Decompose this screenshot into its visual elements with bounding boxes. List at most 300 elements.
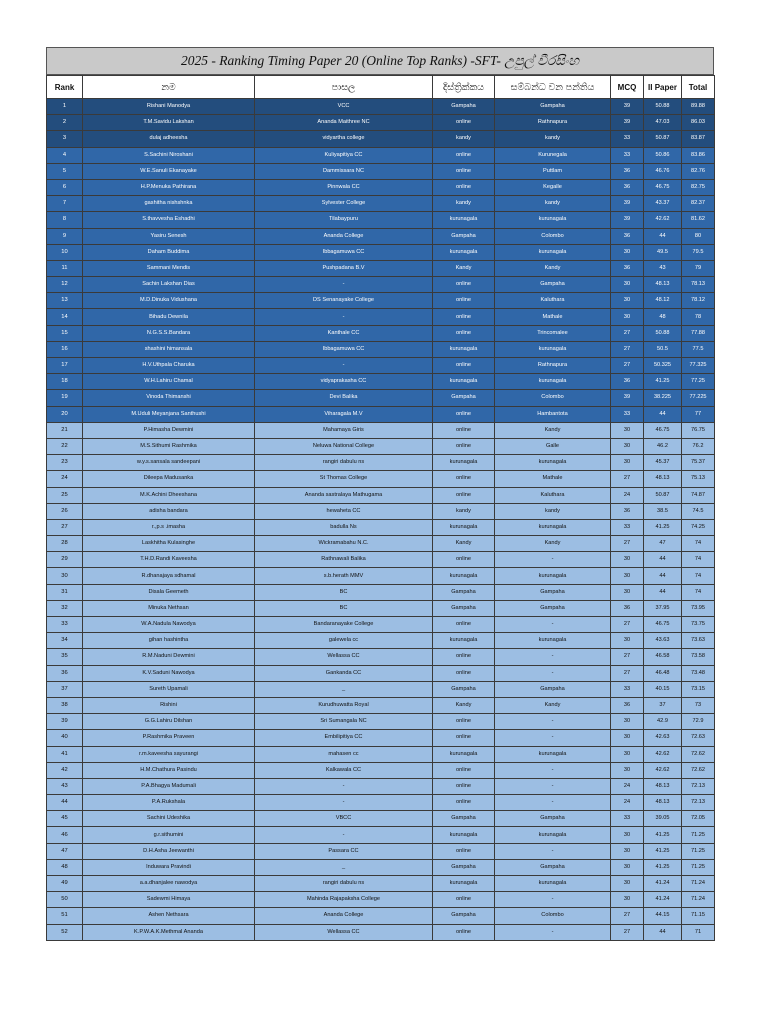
cell-paper2: 45.37 <box>644 455 682 471</box>
cell-name: H.V.Uthpala Charuka <box>83 358 255 374</box>
cell-total: 76.2 <box>682 438 715 454</box>
cell-mcq: 27 <box>611 536 644 552</box>
cell-district: kurunagala <box>433 827 495 843</box>
cell-total: 73.15 <box>682 681 715 697</box>
cell-name: Minuka Nethsan <box>83 600 255 616</box>
header-school: පාසල <box>255 76 433 99</box>
cell-paper2: 44 <box>644 228 682 244</box>
cell-paper2: 41.25 <box>644 843 682 859</box>
cell-district: Gampaha <box>433 99 495 115</box>
cell-paper2: 41.25 <box>644 519 682 535</box>
cell-school: BC <box>255 600 433 616</box>
ranking-table <box>46 75 715 941</box>
cell-total: 77 <box>682 406 715 422</box>
cell-district: kurunagala <box>433 244 495 260</box>
cell-school: Dammissara NC <box>255 163 433 179</box>
cell-name: Vinoda Thimanshi <box>83 390 255 406</box>
cell-name: w.y.s.sansala sandeepani <box>83 455 255 471</box>
table-row <box>47 487 715 503</box>
cell-mcq: 33 <box>611 811 644 827</box>
cell-rank: 13 <box>47 293 83 309</box>
cell-rank: 44 <box>47 795 83 811</box>
cell-mcq: 33 <box>611 519 644 535</box>
cell-school: Wellassa CC <box>255 649 433 665</box>
header-class: සම්බන්ධ වන පන්තිය <box>495 76 611 99</box>
cell-paper2: 50.88 <box>644 325 682 341</box>
cell-paper2: 44 <box>644 406 682 422</box>
cell-rank: 46 <box>47 827 83 843</box>
cell-school: Kanthale CC <box>255 325 433 341</box>
cell-district: Gampaha <box>433 228 495 244</box>
table-row <box>47 196 715 212</box>
cell-rank: 15 <box>47 325 83 341</box>
cell-school: Rathnawali Balika <box>255 552 433 568</box>
cell-class: Gampaha <box>495 600 611 616</box>
cell-total: 78 <box>682 309 715 325</box>
table-row <box>47 519 715 535</box>
cell-total: 74 <box>682 552 715 568</box>
table-row <box>47 115 715 131</box>
cell-name: K.P.W.A.K.Methmal Ananda <box>83 924 255 940</box>
cell-rank: 51 <box>47 908 83 924</box>
cell-paper2: 44.15 <box>644 908 682 924</box>
cell-name: R.M.Naduni Dewmini <box>83 649 255 665</box>
cell-rank: 7 <box>47 196 83 212</box>
cell-total: 75.37 <box>682 455 715 471</box>
table-row <box>47 584 715 600</box>
table-row <box>47 212 715 228</box>
cell-district: online <box>433 277 495 293</box>
table-row <box>47 131 715 147</box>
cell-total: 72.62 <box>682 762 715 778</box>
cell-paper2: 38.225 <box>644 390 682 406</box>
cell-school: - <box>255 778 433 794</box>
cell-name: H.P.Menuka Pathirana <box>83 179 255 195</box>
cell-rank: 28 <box>47 536 83 552</box>
cell-rank: 1 <box>47 99 83 115</box>
header-name: නම <box>83 76 255 99</box>
cell-rank: 34 <box>47 633 83 649</box>
cell-school: Ananda College <box>255 908 433 924</box>
cell-district: online <box>433 179 495 195</box>
cell-total: 78.12 <box>682 293 715 309</box>
cell-name: shashini himansala <box>83 341 255 357</box>
cell-paper2: 43.63 <box>644 633 682 649</box>
table-row <box>47 455 715 471</box>
cell-school: Pinnwala CC <box>255 179 433 195</box>
cell-mcq: 30 <box>611 892 644 908</box>
cell-school: vidyaprakasha CC <box>255 374 433 390</box>
cell-class: - <box>495 762 611 778</box>
cell-total: 71.25 <box>682 843 715 859</box>
cell-mcq: 30 <box>611 552 644 568</box>
cell-name: M.S.Sithumi Rashmika <box>83 438 255 454</box>
cell-paper2: 50.88 <box>644 99 682 115</box>
cell-school: Kuliyapitiya CC <box>255 147 433 163</box>
table-row <box>47 908 715 924</box>
table-row <box>47 600 715 616</box>
cell-rank: 49 <box>47 876 83 892</box>
table-row <box>47 260 715 276</box>
table-row <box>47 924 715 940</box>
cell-mcq: 27 <box>611 924 644 940</box>
cell-class: kurunagala <box>495 519 611 535</box>
cell-district: kurunagala <box>433 633 495 649</box>
cell-school: Sri Sumangala NC <box>255 714 433 730</box>
cell-mcq: 33 <box>611 147 644 163</box>
cell-total: 82.75 <box>682 179 715 195</box>
cell-rank: 27 <box>47 519 83 535</box>
cell-total: 82.37 <box>682 196 715 212</box>
cell-class: Mathale <box>495 309 611 325</box>
cell-rank: 11 <box>47 260 83 276</box>
cell-total: 74.87 <box>682 487 715 503</box>
table-row <box>47 406 715 422</box>
cell-class: Kandy <box>495 536 611 552</box>
cell-school: Ananda Maithree NC <box>255 115 433 131</box>
cell-paper2: 48.12 <box>644 293 682 309</box>
cell-paper2: 46.58 <box>644 649 682 665</box>
cell-rank: 24 <box>47 471 83 487</box>
cell-name: P.A.Rukshala <box>83 795 255 811</box>
cell-school: _ <box>255 681 433 697</box>
cell-rank: 4 <box>47 147 83 163</box>
cell-class: kurunagala <box>495 244 611 260</box>
cell-rank: 19 <box>47 390 83 406</box>
cell-name: a.a.dhanjalee nawodya <box>83 876 255 892</box>
cell-district: online <box>433 617 495 633</box>
cell-class: Kandy <box>495 697 611 713</box>
cell-total: 71.25 <box>682 827 715 843</box>
cell-total: 73.63 <box>682 633 715 649</box>
cell-class: kurunagala <box>495 341 611 357</box>
cell-rank: 37 <box>47 681 83 697</box>
cell-paper2: 37.95 <box>644 600 682 616</box>
cell-district: online <box>433 795 495 811</box>
cell-paper2: 50.87 <box>644 487 682 503</box>
cell-district: kurunagala <box>433 746 495 762</box>
cell-total: 71.24 <box>682 892 715 908</box>
cell-district: Kandy <box>433 697 495 713</box>
cell-name: D.H.Asha Jeewanthi <box>83 843 255 859</box>
cell-district: online <box>433 406 495 422</box>
cell-rank: 9 <box>47 228 83 244</box>
cell-class: kurunagala <box>495 633 611 649</box>
cell-rank: 31 <box>47 584 83 600</box>
cell-school: Devi Balika <box>255 390 433 406</box>
cell-mcq: 30 <box>611 309 644 325</box>
cell-total: 71.24 <box>682 876 715 892</box>
cell-district: kandy <box>433 503 495 519</box>
cell-rank: 52 <box>47 924 83 940</box>
cell-mcq: 39 <box>611 196 644 212</box>
cell-district: kurunagala <box>433 519 495 535</box>
cell-school: hewaheta CC <box>255 503 433 519</box>
cell-class: - <box>495 665 611 681</box>
cell-name: Sammani Mendis <box>83 260 255 276</box>
table-body <box>47 99 715 941</box>
cell-total: 86.03 <box>682 115 715 131</box>
cell-mcq: 27 <box>611 358 644 374</box>
cell-district: kurunagala <box>433 212 495 228</box>
cell-total: 83.86 <box>682 147 715 163</box>
cell-district: online <box>433 325 495 341</box>
cell-mcq: 24 <box>611 778 644 794</box>
cell-class: - <box>495 778 611 794</box>
cell-paper2: 39.05 <box>644 811 682 827</box>
cell-mcq: 30 <box>611 730 644 746</box>
cell-rank: 20 <box>47 406 83 422</box>
cell-class: kandy <box>495 503 611 519</box>
cell-mcq: 30 <box>611 859 644 875</box>
cell-district: online <box>433 843 495 859</box>
cell-class: Kegalle <box>495 179 611 195</box>
cell-school: - <box>255 309 433 325</box>
cell-rank: 35 <box>47 649 83 665</box>
table-row <box>47 714 715 730</box>
header-total: Total <box>682 76 715 99</box>
cell-district: online <box>433 471 495 487</box>
cell-school: VBCC <box>255 811 433 827</box>
table-row <box>47 876 715 892</box>
cell-rank: 16 <box>47 341 83 357</box>
table-row <box>47 341 715 357</box>
cell-paper2: 41.25 <box>644 374 682 390</box>
cell-mcq: 36 <box>611 697 644 713</box>
cell-paper2: 48.13 <box>644 778 682 794</box>
cell-paper2: 50.87 <box>644 131 682 147</box>
cell-total: 71.25 <box>682 859 715 875</box>
table-row <box>47 649 715 665</box>
cell-mcq: 30 <box>611 277 644 293</box>
cell-rank: 18 <box>47 374 83 390</box>
cell-name: Yasiru Senesh <box>83 228 255 244</box>
cell-total: 73.58 <box>682 649 715 665</box>
cell-paper2: 46.48 <box>644 665 682 681</box>
cell-name: M.Uduli Meyanjana Santhushi <box>83 406 255 422</box>
table-row <box>47 633 715 649</box>
sheet-title: 2025 - Ranking Timing Paper 20 (Online Top Ranks) -SFT- උපුල් වීරසිංහ <box>46 47 714 75</box>
cell-school: Sylvester College <box>255 196 433 212</box>
cell-paper2: 49.5 <box>644 244 682 260</box>
cell-rank: 14 <box>47 309 83 325</box>
cell-name: Sureth Upamali <box>83 681 255 697</box>
cell-total: 77.325 <box>682 358 715 374</box>
cell-mcq: 30 <box>611 244 644 260</box>
cell-district: Kandy <box>433 536 495 552</box>
cell-class: - <box>495 730 611 746</box>
cell-name: gihan hashintha <box>83 633 255 649</box>
cell-school: Ibbagamuwa CC <box>255 341 433 357</box>
cell-total: 76.75 <box>682 422 715 438</box>
cell-rank: 26 <box>47 503 83 519</box>
table-row <box>47 438 715 454</box>
cell-class: Gampaha <box>495 859 611 875</box>
cell-name: H.M.Chathura Pasindu <box>83 762 255 778</box>
cell-name: Bihadu Dewnila <box>83 309 255 325</box>
cell-class: Trincomalee <box>495 325 611 341</box>
cell-rank: 45 <box>47 811 83 827</box>
cell-rank: 38 <box>47 697 83 713</box>
table-header <box>47 76 715 99</box>
table-row <box>47 325 715 341</box>
cell-mcq: 36 <box>611 163 644 179</box>
cell-district: online <box>433 649 495 665</box>
cell-paper2: 43.37 <box>644 196 682 212</box>
table-row <box>47 277 715 293</box>
cell-school: Gankanda CC <box>255 665 433 681</box>
cell-district: kandy <box>433 131 495 147</box>
table-row <box>47 730 715 746</box>
cell-total: 80 <box>682 228 715 244</box>
cell-mcq: 36 <box>611 600 644 616</box>
cell-school: Passara CC <box>255 843 433 859</box>
cell-school: BC <box>255 584 433 600</box>
cell-name: T.H.D.Randi Kaveesha <box>83 552 255 568</box>
cell-district: online <box>433 293 495 309</box>
cell-total: 73 <box>682 697 715 713</box>
cell-district: Gampaha <box>433 811 495 827</box>
cell-mcq: 30 <box>611 633 644 649</box>
header-district: දිස්ත්‍රික්කය <box>433 76 495 99</box>
table-row <box>47 811 715 827</box>
cell-name: M.D.Dinuka Vidushana <box>83 293 255 309</box>
cell-paper2: 50.325 <box>644 358 682 374</box>
cell-class: - <box>495 714 611 730</box>
cell-district: online <box>433 438 495 454</box>
cell-district: online <box>433 552 495 568</box>
cell-paper2: 41.24 <box>644 892 682 908</box>
cell-class: kandy <box>495 131 611 147</box>
table-row <box>47 422 715 438</box>
table-row <box>47 293 715 309</box>
cell-name: Sachini Udeshika <box>83 811 255 827</box>
table-row <box>47 795 715 811</box>
table-row <box>47 374 715 390</box>
cell-district: kurunagala <box>433 341 495 357</box>
cell-rank: 25 <box>47 487 83 503</box>
cell-total: 72.13 <box>682 778 715 794</box>
cell-total: 77.5 <box>682 341 715 357</box>
table-row <box>47 762 715 778</box>
cell-paper2: 47 <box>644 536 682 552</box>
cell-mcq: 24 <box>611 487 644 503</box>
cell-total: 73.95 <box>682 600 715 616</box>
cell-paper2: 44 <box>644 568 682 584</box>
cell-mcq: 27 <box>611 665 644 681</box>
table-row <box>47 163 715 179</box>
cell-district: online <box>433 115 495 131</box>
cell-total: 72.05 <box>682 811 715 827</box>
cell-school: mahasen cc <box>255 746 433 762</box>
cell-total: 72.63 <box>682 730 715 746</box>
cell-rank: 10 <box>47 244 83 260</box>
cell-school: s.b.herath MMV <box>255 568 433 584</box>
cell-school: Wickramabahu N.C. <box>255 536 433 552</box>
cell-paper2: 44 <box>644 924 682 940</box>
cell-name: Dileepa Madusanka <box>83 471 255 487</box>
cell-class: Hambantota <box>495 406 611 422</box>
cell-name: S.thavvesha Eshadhi <box>83 212 255 228</box>
table-row <box>47 778 715 794</box>
cell-school: VCC <box>255 99 433 115</box>
cell-mcq: 30 <box>611 455 644 471</box>
cell-mcq: 30 <box>611 843 644 859</box>
cell-total: 74 <box>682 584 715 600</box>
cell-name: R.dhanajaya sdhamal <box>83 568 255 584</box>
cell-paper2: 43 <box>644 260 682 276</box>
cell-rank: 30 <box>47 568 83 584</box>
cell-mcq: 36 <box>611 503 644 519</box>
cell-name: r.,p.s .imasha <box>83 519 255 535</box>
cell-name: Induwara Pravindi <box>83 859 255 875</box>
cell-class: kurunagala <box>495 455 611 471</box>
cell-name: W.A.Nadula Nawodya <box>83 617 255 633</box>
cell-class: Gampaha <box>495 584 611 600</box>
table-row <box>47 99 715 115</box>
cell-class: - <box>495 924 611 940</box>
cell-rank: 41 <box>47 746 83 762</box>
table-row <box>47 697 715 713</box>
cell-class: kurunagala <box>495 746 611 762</box>
cell-rank: 48 <box>47 859 83 875</box>
cell-mcq: 36 <box>611 228 644 244</box>
cell-mcq: 33 <box>611 406 644 422</box>
cell-school: Neluwa National College <box>255 438 433 454</box>
cell-class: - <box>495 843 611 859</box>
ranking-sheet <box>46 47 714 941</box>
cell-rank: 42 <box>47 762 83 778</box>
cell-total: 73.75 <box>682 617 715 633</box>
cell-district: Gampaha <box>433 859 495 875</box>
cell-rank: 17 <box>47 358 83 374</box>
cell-rank: 43 <box>47 778 83 794</box>
cell-class: Gampaha <box>495 681 611 697</box>
cell-mcq: 39 <box>611 99 644 115</box>
cell-district: online <box>433 924 495 940</box>
cell-district: online <box>433 163 495 179</box>
cell-class: Colombo <box>495 908 611 924</box>
cell-district: Gampaha <box>433 600 495 616</box>
cell-total: 89.88 <box>682 99 715 115</box>
cell-mcq: 30 <box>611 714 644 730</box>
cell-rank: 3 <box>47 131 83 147</box>
cell-rank: 5 <box>47 163 83 179</box>
cell-rank: 12 <box>47 277 83 293</box>
cell-school: - <box>255 358 433 374</box>
table-row <box>47 309 715 325</box>
cell-rank: 47 <box>47 843 83 859</box>
cell-total: 74 <box>682 536 715 552</box>
cell-paper2: 47.03 <box>644 115 682 131</box>
cell-class: - <box>495 892 611 908</box>
cell-class: kurunagala <box>495 374 611 390</box>
cell-total: 72.13 <box>682 795 715 811</box>
table-row <box>47 358 715 374</box>
cell-total: 81.62 <box>682 212 715 228</box>
cell-total: 74.5 <box>682 503 715 519</box>
cell-school: badulla Ns <box>255 519 433 535</box>
cell-class: Kaluthara <box>495 487 611 503</box>
cell-mcq: 30 <box>611 422 644 438</box>
cell-school: Tilabaypuru <box>255 212 433 228</box>
cell-name: P.Himasha Dewmini <box>83 422 255 438</box>
cell-mcq: 30 <box>611 293 644 309</box>
cell-mcq: 33 <box>611 131 644 147</box>
table-row <box>47 228 715 244</box>
cell-mcq: 39 <box>611 115 644 131</box>
cell-name: W.E.Sanuli Ekanayake <box>83 163 255 179</box>
